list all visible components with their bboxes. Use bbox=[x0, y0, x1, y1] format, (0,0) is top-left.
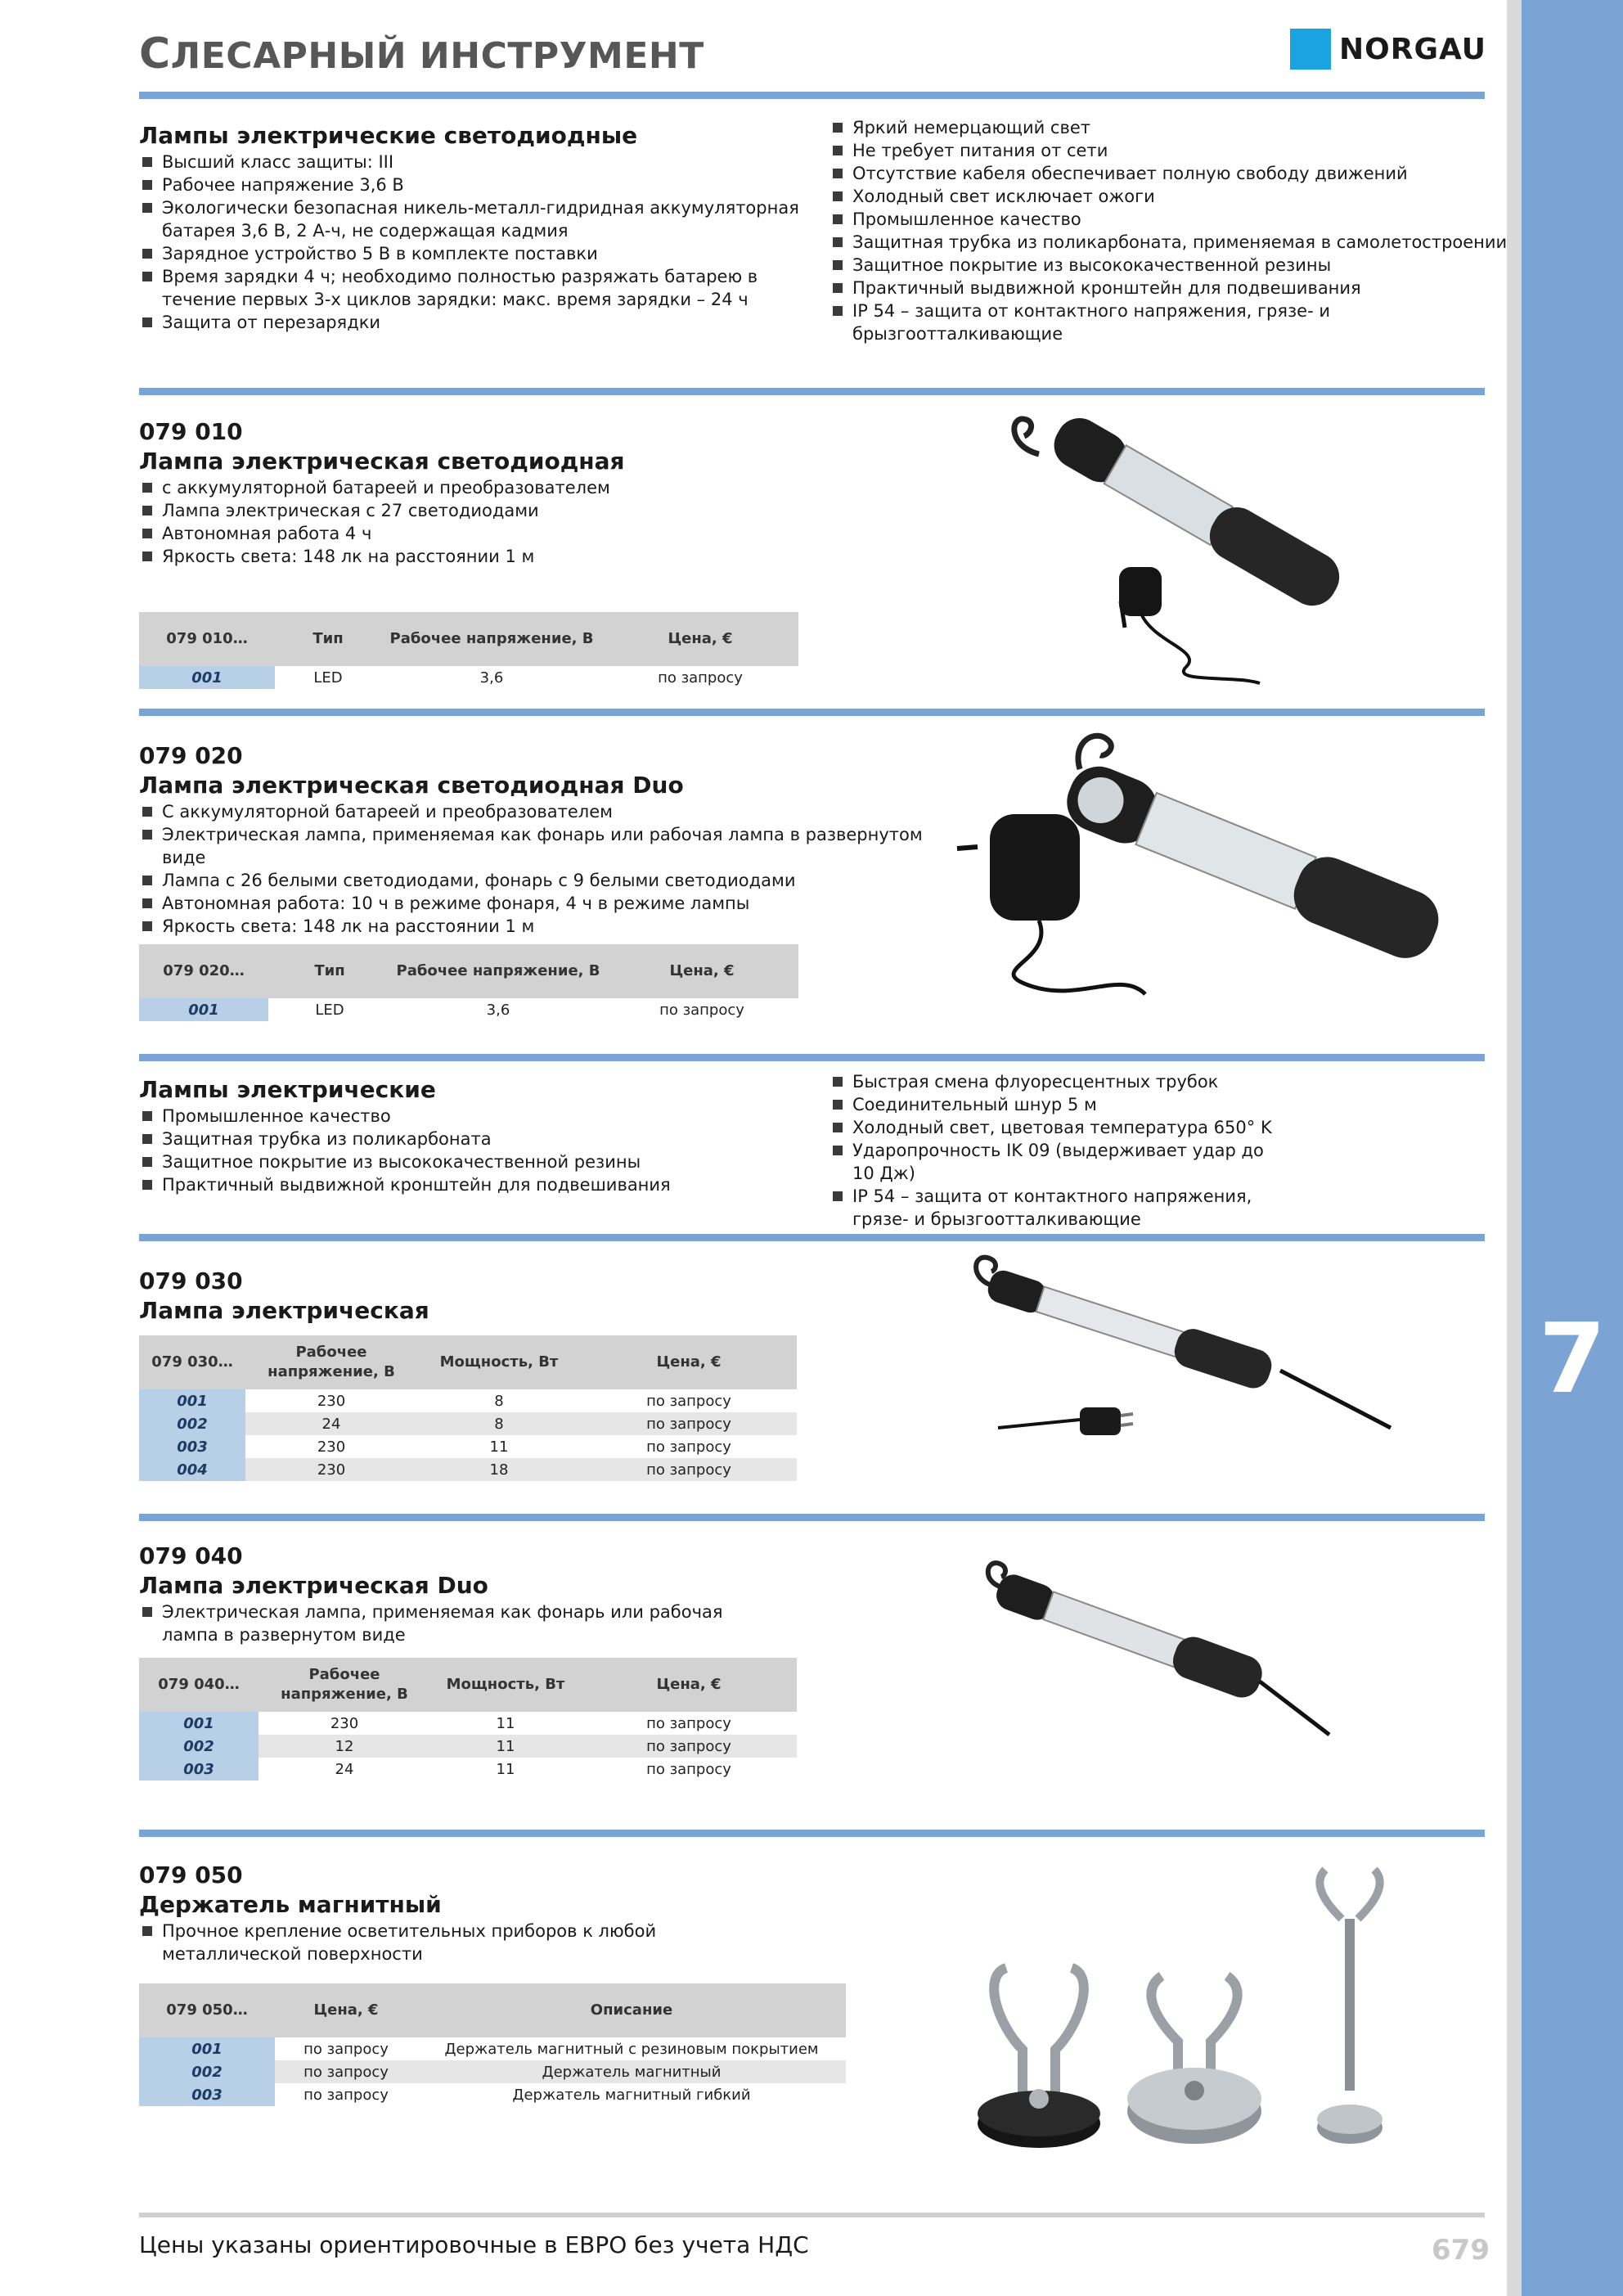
table-cell: 001 bbox=[139, 666, 275, 689]
intro-led-left bbox=[139, 121, 818, 334]
feature-list bbox=[829, 116, 1508, 345]
feature-list bbox=[139, 151, 818, 334]
table-cell: по запросу bbox=[646, 1392, 731, 1410]
feature-list bbox=[139, 1105, 818, 1196]
section-divider bbox=[139, 1514, 1485, 1521]
table-cell: 3,6 bbox=[486, 1001, 510, 1019]
table-cell: по запросу bbox=[646, 1714, 731, 1732]
page-title: СЛЕСАРНЫЙ ИНСТРУМЕНТ bbox=[139, 29, 704, 79]
table-cell: 11 bbox=[496, 1714, 515, 1732]
table-row bbox=[139, 2083, 846, 2106]
list-item: Быстрая смена флуоресцентных трубок bbox=[829, 1070, 1288, 1093]
list-item: С аккумуляторной батареей и преобразователем bbox=[139, 800, 924, 823]
list-item: Холодный свет, цветовая температура 650° K bbox=[829, 1116, 1288, 1139]
list-item: Лампа электрическая с 27 светодиодами bbox=[139, 499, 924, 522]
table-cell: 230 bbox=[330, 1714, 359, 1732]
table-cell: 24 bbox=[245, 1412, 417, 1435]
product-title: Лампа электрическая светодиодная Duo bbox=[139, 772, 684, 799]
table-cell: по запросу bbox=[581, 1735, 797, 1758]
table-header: Цена, € bbox=[605, 944, 798, 998]
article-number: 079 050 bbox=[139, 1862, 243, 1889]
table-header: Тип bbox=[275, 612, 381, 666]
magnetic-holders-image bbox=[965, 1853, 1423, 2172]
list-item: Отсутствие кабеля обеспечивает полную свободу движений bbox=[829, 162, 1508, 185]
table-cell: Держатель магнитный гибкий bbox=[512, 2086, 751, 2104]
section-divider bbox=[139, 709, 1485, 716]
product-079020 bbox=[139, 741, 924, 938]
table-cell: 003 bbox=[139, 1435, 245, 1458]
chapter-tab bbox=[1522, 0, 1623, 2296]
table-header: Цена, € bbox=[602, 612, 798, 666]
table-cell: по запросу bbox=[303, 2040, 389, 2058]
table-cell: 230 bbox=[317, 1392, 346, 1410]
table-row bbox=[139, 1412, 797, 1435]
list-item: Автономная работа: 10 ч в режиме фонаря, 4 ч в режиме лампы bbox=[139, 892, 924, 915]
table-cell: по запросу bbox=[659, 1001, 744, 1019]
section-divider bbox=[139, 1234, 1485, 1241]
product-079050 bbox=[139, 1861, 794, 1965]
list-item: Лампа с 26 белыми светодиодами, фонарь с 9 белыми светодиодами bbox=[139, 869, 924, 892]
intro-led-right bbox=[829, 116, 1508, 345]
led-lamp-image bbox=[990, 413, 1399, 696]
table-row bbox=[139, 1758, 797, 1781]
table-header: 079 010… bbox=[139, 612, 275, 666]
list-item: Холодный свет исключает ожоги bbox=[829, 185, 1508, 208]
list-item: Защитное покрытие из высококачественной резины bbox=[829, 254, 1508, 277]
article-number: 079 010 bbox=[139, 418, 243, 445]
article-number: 079 020 bbox=[139, 742, 243, 769]
list-item: IP 54 – защита от контактного напряжения, грязе- и брызгоотталкивающие bbox=[829, 299, 1508, 345]
list-item: Защитная трубка из поликарбоната, применяемая в самолетостроении bbox=[829, 231, 1508, 254]
table-cell: по запросу bbox=[275, 2060, 417, 2083]
table-cell: 18 bbox=[417, 1458, 581, 1481]
table-header: Рабочее напряжение, В bbox=[381, 612, 602, 666]
list-item: Ударопрочность IK 09 (выдерживает удар до 10 Дж) bbox=[829, 1139, 1288, 1185]
table-header: Тип bbox=[268, 944, 391, 998]
list-item: Не требует питания от сети bbox=[829, 139, 1508, 162]
list-item: Практичный выдвижной кронштейн для подвешивания bbox=[139, 1173, 818, 1196]
price-table-079010 bbox=[139, 612, 798, 689]
list-item: Экологически безопасная никель-металл-гидридная аккумуляторная батарея 3,6 В, 2 А-ч, не содержащая кадмия bbox=[139, 196, 818, 242]
table-header: Мощность, Вт bbox=[417, 1335, 581, 1389]
section-title: Лампы электрические bbox=[139, 1076, 436, 1103]
intro-lamps-left bbox=[139, 1075, 818, 1196]
feature-list bbox=[139, 476, 924, 568]
chapter-number: 7 bbox=[1538, 1302, 1607, 1415]
table-cell: 001 bbox=[139, 2037, 275, 2060]
section-divider bbox=[139, 1054, 1485, 1061]
table-row bbox=[139, 1735, 797, 1758]
table-cell: по запросу bbox=[658, 669, 743, 687]
table-cell: 24 bbox=[335, 1760, 354, 1778]
list-item: Электрическая лампа, применяемая как фонарь или рабочая лампа в развернутом виде bbox=[139, 1600, 777, 1646]
list-item: с аккумуляторной батареей и преобразователем bbox=[139, 476, 924, 499]
table-cell: 8 bbox=[417, 1412, 581, 1435]
section-divider bbox=[139, 1830, 1485, 1837]
table-cell: 8 bbox=[494, 1392, 504, 1410]
product-title: Лампа электрическая bbox=[139, 1297, 429, 1324]
table-cell: по запросу bbox=[646, 1438, 731, 1456]
list-item: Соединительный шнур 5 м bbox=[829, 1093, 1288, 1116]
article-number: 079 040 bbox=[139, 1542, 243, 1569]
price-table-079020 bbox=[139, 944, 798, 1021]
table-header: Цена, € bbox=[581, 1335, 797, 1389]
table-cell: по запросу bbox=[581, 1458, 797, 1481]
table-cell: 11 bbox=[489, 1438, 509, 1456]
logo-square-icon bbox=[1290, 29, 1331, 70]
table-header: 079 050… bbox=[139, 1983, 275, 2037]
table-row bbox=[139, 998, 798, 1021]
product-079010 bbox=[139, 417, 924, 568]
section-divider bbox=[139, 388, 1485, 395]
price-table-079030 bbox=[139, 1335, 797, 1481]
fluorescent-lamp-image bbox=[957, 1252, 1399, 1448]
table-row bbox=[139, 2060, 846, 2083]
feature-list bbox=[139, 800, 924, 938]
table-cell: 002 bbox=[139, 1735, 259, 1758]
list-item: Яркость света: 148 лк на расстоянии 1 м bbox=[139, 545, 924, 568]
table-cell: 003 bbox=[139, 1758, 259, 1781]
table-cell: 11 bbox=[430, 1735, 581, 1758]
table-header: 079 020… bbox=[139, 944, 268, 998]
page-number: 679 bbox=[1432, 2234, 1490, 2267]
table-header: Мощность, Вт bbox=[430, 1658, 581, 1712]
list-item: Яркость света: 148 лк на расстоянии 1 м bbox=[139, 915, 924, 938]
product-title: Лампа электрическая Duo bbox=[139, 1572, 488, 1599]
product-079030 bbox=[139, 1267, 712, 1326]
table-cell: 3,6 bbox=[479, 669, 504, 687]
table-row bbox=[139, 1458, 797, 1481]
article-number: 079 030 bbox=[139, 1267, 243, 1294]
list-item: Электрическая лампа, применяемая как фонарь или рабочая лампа в развернутом виде bbox=[139, 823, 924, 869]
side-divider bbox=[1507, 0, 1522, 2296]
table-cell: 230 bbox=[245, 1458, 417, 1481]
table-cell: по запросу bbox=[581, 1412, 797, 1435]
table-row bbox=[139, 666, 798, 689]
feature-list bbox=[139, 1600, 777, 1646]
price-table-079050 bbox=[139, 1983, 846, 2106]
list-item: Автономная работа 4 ч bbox=[139, 522, 924, 545]
table-row bbox=[139, 1712, 797, 1735]
intro-lamps-right bbox=[829, 1070, 1288, 1231]
table-cell: 12 bbox=[259, 1735, 430, 1758]
footer-divider bbox=[139, 2213, 1485, 2217]
table-cell: LED bbox=[315, 1001, 344, 1019]
table-header: Описание bbox=[417, 1983, 846, 2037]
list-item: Защитная трубка из поликарбоната bbox=[139, 1128, 818, 1150]
list-item: IP 54 – защита от контактного напряжения, грязе- и брызгоотталкивающие bbox=[829, 1185, 1288, 1231]
list-item: Время зарядки 4 ч; необходимо полностью разряжать батарею в течение первых 3-х циклов зарядки: макс. время зарядки – 24 ч bbox=[139, 265, 818, 311]
section-title: Лампы электрические светодиодные bbox=[139, 122, 638, 149]
table-cell: 004 bbox=[139, 1458, 245, 1481]
table-cell: 003 bbox=[139, 2083, 275, 2106]
product-title: Держатель магнитный bbox=[139, 1891, 442, 1918]
table-cell: по запросу bbox=[646, 1760, 731, 1778]
footer-note: Цены указаны ориентировочные в ЕВРО без учета НДС bbox=[139, 2231, 809, 2258]
table-header: 079 040… bbox=[139, 1658, 259, 1712]
list-item: Защитное покрытие из высококачественной резины bbox=[139, 1150, 818, 1173]
feature-list bbox=[139, 1920, 777, 1965]
list-item: Промышленное качество bbox=[139, 1105, 818, 1128]
feature-list bbox=[829, 1070, 1288, 1231]
list-item: Высший класс защиты: III bbox=[139, 151, 818, 173]
table-cell: по запросу bbox=[303, 2086, 389, 2104]
table-header: Рабочее напряжение, В bbox=[245, 1335, 417, 1389]
list-item: Промышленное качество bbox=[829, 208, 1508, 231]
table-cell: 230 bbox=[317, 1438, 346, 1456]
table-header: Цена, € bbox=[581, 1658, 797, 1712]
table-header: Рабочее напряжение, В bbox=[259, 1658, 430, 1712]
table-cell: 001 bbox=[139, 1389, 245, 1412]
table-header: 079 030… bbox=[139, 1335, 245, 1389]
price-table-079040 bbox=[139, 1658, 797, 1781]
table-row bbox=[139, 1389, 797, 1412]
table-cell: Держатель магнитный bbox=[417, 2060, 846, 2083]
table-cell: 002 bbox=[139, 1412, 245, 1435]
table-header: Рабочее напряжение, В bbox=[391, 944, 605, 998]
table-cell: 11 bbox=[496, 1760, 515, 1778]
led-duo-lamp-image bbox=[933, 724, 1464, 1019]
list-item: Защита от перезарядки bbox=[139, 311, 818, 334]
table-row bbox=[139, 2037, 846, 2060]
section-divider bbox=[139, 92, 1485, 99]
table-cell: 002 bbox=[139, 2060, 275, 2083]
table-cell: Держатель магнитный с резиновым покрытием bbox=[444, 2040, 819, 2058]
table-row bbox=[139, 1435, 797, 1458]
norgau-logo: NORGAU bbox=[1290, 28, 1486, 70]
list-item: Рабочее напряжение 3,6 В bbox=[139, 173, 818, 196]
list-item: Яркий немерцающий свет bbox=[829, 116, 1508, 139]
table-header: Цена, € bbox=[275, 1983, 417, 2037]
product-079040 bbox=[139, 1542, 794, 1646]
list-item: Зарядное устройство 5 В в комплекте поставки bbox=[139, 242, 818, 265]
list-item: Прочное крепление осветительных приборов к любой металлической поверхности bbox=[139, 1920, 777, 1965]
list-item: Практичный выдвижной кронштейн для подвешивания bbox=[829, 277, 1508, 299]
table-cell: 001 bbox=[139, 998, 268, 1021]
table-cell: LED bbox=[313, 669, 343, 687]
table-cell: 001 bbox=[139, 1712, 259, 1735]
fluorescent-duo-lamp-image bbox=[965, 1559, 1333, 1747]
product-title: Лампа электрическая светодиодная bbox=[139, 448, 625, 475]
